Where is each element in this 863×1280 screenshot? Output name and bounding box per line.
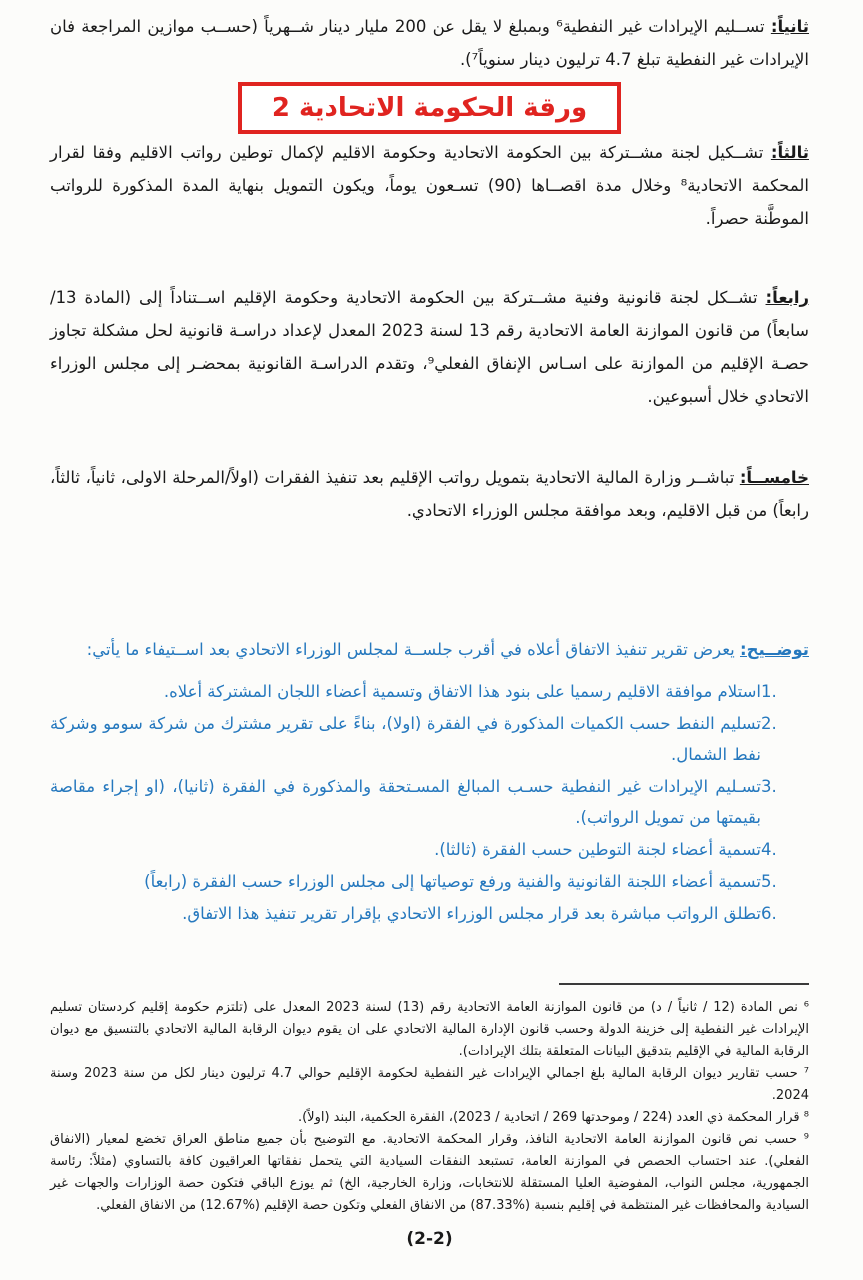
list-item-number: 4. <box>761 840 777 859</box>
section-fourth-text: تشــكل لجنة قانونية وفنية مشــتركة بين الحكومة الاتحادية وحكومة الإقليم اســتناداً إلى (المادة 13/سابعاً) من قانون الموازنة العامة الاتحادية رقم 13 لسنة 2023 المعدل لإعداد دراسـة قانونية لحل مشكلة تجاوز حصـة الإقليم من الموازنة على اسـاس الإنفاق الفعلي⁹، وتقدم الدراسـة القانونية بمحضـر إلى مجلس الوزراء الاتحادي خلال أسبوعين. <box>50 288 810 406</box>
list-item-text: تسليم النفط حسب الكميات المذكورة في الفقرة (اولا)، بناءً على تقرير مشترك من شركة سومو وشركة نفط الشمال. <box>50 714 761 764</box>
list-item-text: تطلق الرواتب مباشرة بعد قرار مجلس الوزراء الاتحادي بإقرار تقرير تنفيذ هذا الاتفاق. <box>182 904 761 923</box>
list-item-text: استلام موافقة الاقليم رسميا على بنود هذا الاتفاق وتسمية أعضاء اللجان المشتركة أعلاه. <box>163 682 761 701</box>
clarification-label: توضــيح: <box>740 640 809 659</box>
section-fourth <box>50 281 809 413</box>
list-item <box>50 708 795 770</box>
list-item-number: 3. <box>761 777 777 796</box>
clarification-list <box>50 676 809 929</box>
footnotes-block <box>50 997 809 1217</box>
footnote-9: ⁹ حسب نص قانون الموازنة العامة الاتحادية النافذ، وقرار المحكمة الاتحادية. مع التوضيح بأن جميع مناطق العراق تخضع لمعيار (الانفاق الفعلي). عند احتساب الحصص في الموازنة العامة، تستبعد النفقات السيادية التي يتحمل نفقاتها العراقيون كافة بالتساوي (مثلاً: رئاسة الجمهورية، مجلس النواب، المفوضية العليا المستقلة للانتخابات، وزارة الخارجية، الخ) ثم يوزع الباقي فتكون حصة الوزارات والجهات غير السيادية والمحافظات غير المنتظمة في إقليم بنسبة (%87.33) من الانفاق الفعلي وتكون حصة الإقليم (%12.67) من الانفاق الفعلي. <box>50 1132 809 1213</box>
list-item-number: 6. <box>761 904 777 923</box>
section-fifth <box>50 461 809 527</box>
footnote-6: ⁶ نص المادة (12 / ثانياً / د) من قانون الموازنة العامة الاتحادية رقم (13) لسنة 2023 المعدل على (تلتزم حكومة إقليم كردستان تسليم الإيرادات غير النفطية إلى خزينة الدولة وحسب قانون الإدارة المالية الاتحادي على ان يقوم ديوان الرقابة المالية الاتحادي بالتنسيق مع ديوان الرقابة المالية في الإقليم بتدقيق البيانات المتعلقة بتلك الإيرادات). <box>50 1000 809 1059</box>
section-third-text: تشــكيل لجنة مشــتركة بين الحكومة الاتحادية وحكومة الاقليم لإكمال توطين رواتب الاقليم وفقا لقرار المحكمة الاتحادية⁸ وخلال مدة اقصــاها (90) تسـعون يوماً، ويكون التمويل بنهاية المدة المذكورة للرواتب الموطَّنة حصراً. <box>50 143 809 228</box>
list-item-text: تسمية أعضاء لجنة التوطين حسب الفقرة (ثالثا). <box>434 840 761 859</box>
list-item-number: 1. <box>761 682 777 701</box>
list-item <box>50 771 795 833</box>
list-item-text: تسمية أعضاء اللجنة القانونية والفنية ورفع توصياتها إلى مجلس الوزراء حسب الفقرة (رابعاً) <box>144 872 761 891</box>
section-fifth-text: تباشــر وزارة المالية الاتحادية بتمويل رواتب الإقليم بعد تنفيذ الفقرات (اولاً/المرحلة الاولى، ثانياً، ثالثاً، رابعاً) من قبل الاقليم، وبعد موافقة مجلس الوزراء الاتحادي. <box>50 468 809 520</box>
section-fourth-label: رابعاً: <box>765 288 809 307</box>
page-number: (2-2) <box>406 1229 453 1249</box>
footnote-separator <box>559 983 809 985</box>
clarification-text: يعرض تقرير تنفيذ الاتفاق أعلاه في أقرب جلســة لمجلس الوزراء الاتحادي بعد اســتيفاء ما يأتي: <box>86 640 740 659</box>
footnote-7: ⁷ حسب تقارير ديوان الرقابة المالية بلغ اجمالي الإيرادات غير النفطية لحكومة الإقليم حوالي 4.7 ترليون دينار لكل من سنة 2023 وسنة 2024. <box>50 1066 810 1103</box>
section-fifth-label: خامســاً: <box>739 468 809 487</box>
title-box-wrap <box>50 82 809 134</box>
list-item-number: 2. <box>761 714 777 733</box>
list-item <box>50 834 795 865</box>
clarification-paragraph <box>50 633 809 666</box>
list-item-number: 5. <box>761 872 777 891</box>
list-item <box>50 676 795 707</box>
list-item-text: تسـليم الإيرادات غير النفطية حسـب المبالغ المسـتحقة والمذكورة في الفقرة (ثانيا)، (او إجراء مقاصة بقيمتها من تمويل الرواتب). <box>50 777 761 827</box>
document-title-box: ورقة الحكومة الاتحادية 2 <box>238 82 621 134</box>
footnote-8: ⁸ قرار المحكمة ذي العدد (224 / وموحدتها 269 / اتحادية / 2023)، الفقرة الحكمية، البند (اولاً). <box>297 1110 809 1125</box>
section-third <box>50 136 809 235</box>
list-item <box>50 898 795 929</box>
section-second-label: ثانياً: <box>770 17 809 36</box>
list-item <box>50 866 795 897</box>
section-third-label: ثالثاً: <box>770 143 809 162</box>
section-second <box>50 10 809 76</box>
section-second-text: تســليم الإيرادات غير النفطية⁶ وبمبلغ لا يقل عن 200 مليار دينار شــهرياً (حســب موازين المراجعة فان الإيرادات غير النفطية تبلغ 4.7 ترليون دينار سنوياً⁷). <box>50 17 809 69</box>
